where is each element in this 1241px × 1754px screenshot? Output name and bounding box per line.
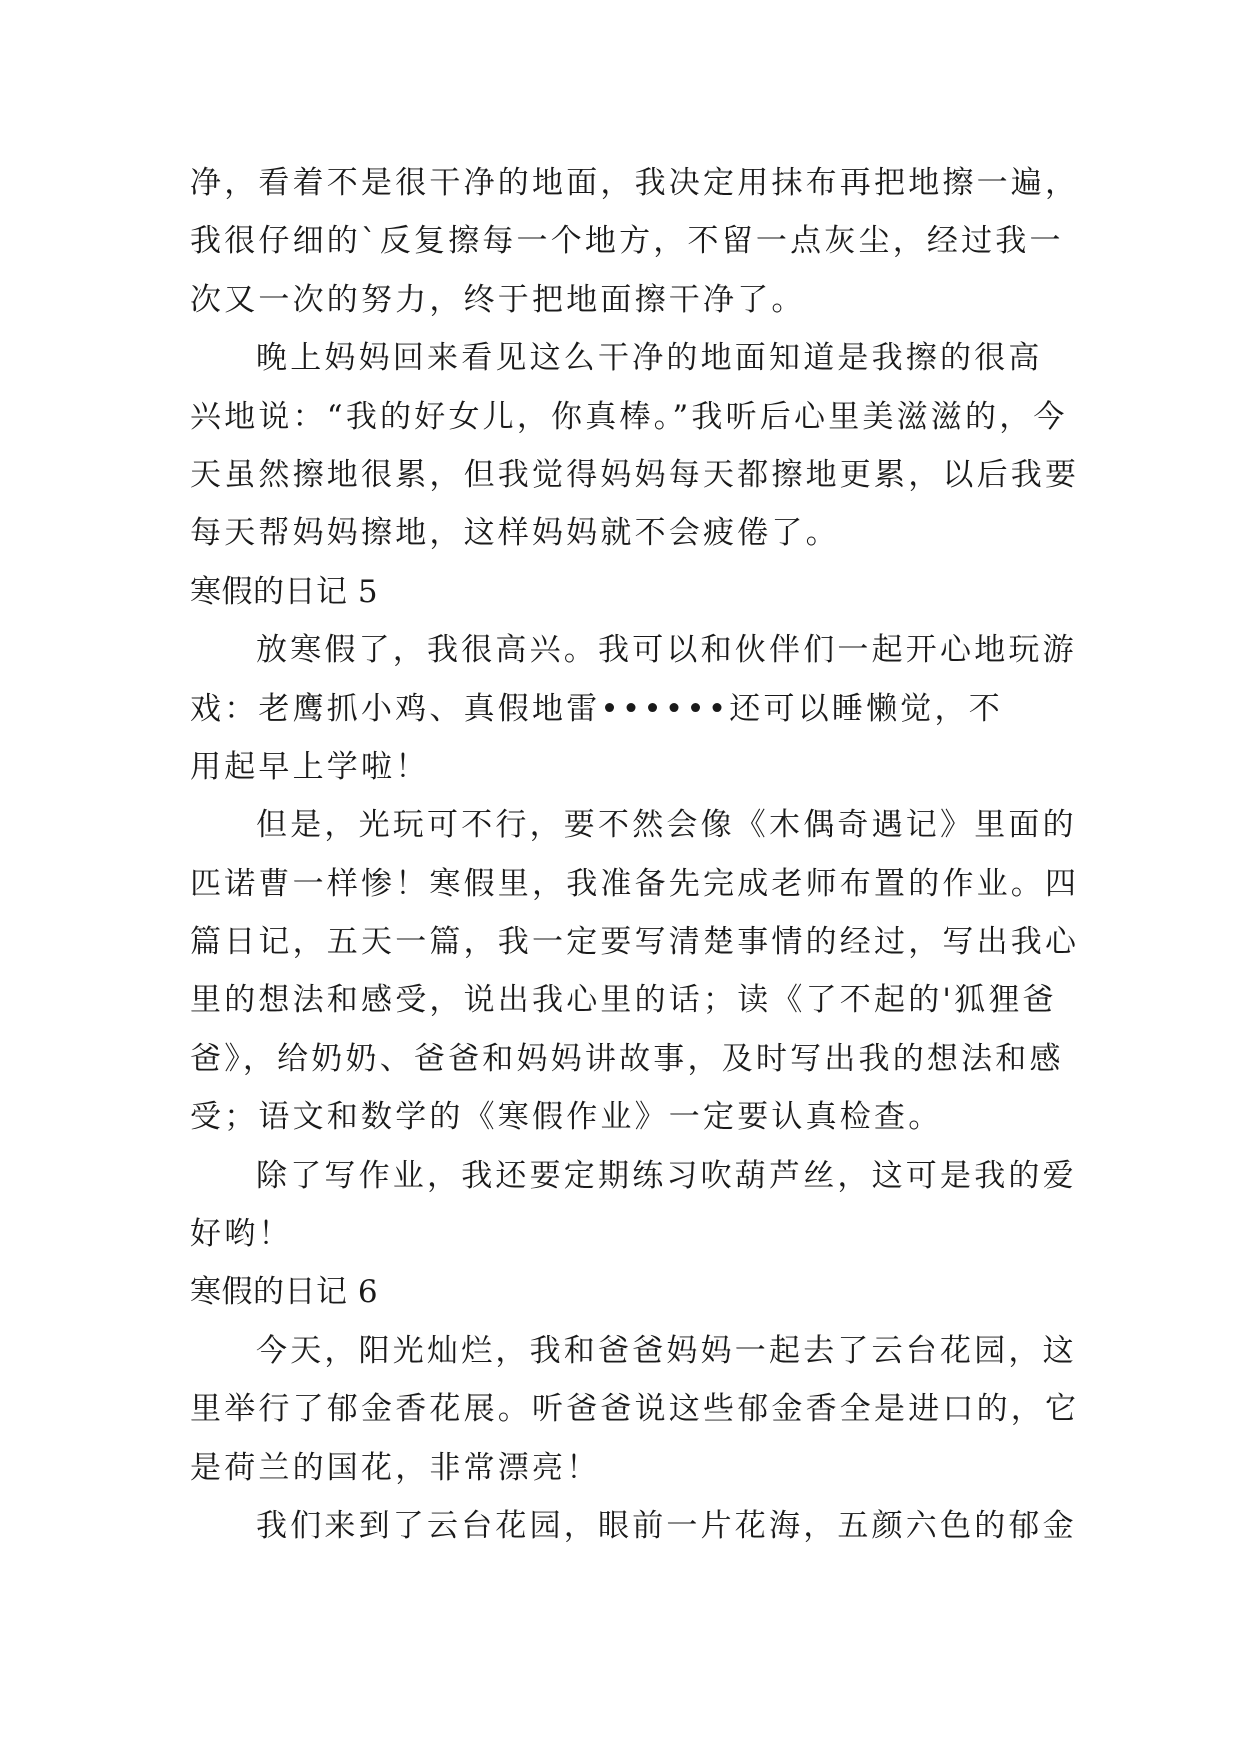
text-line: 篇日记，五天一篇，我一定要写清楚事情的经过，写出我心 <box>190 924 1080 961</box>
text-line: 天虽然擦地很累，但我觉得妈妈每天都擦地更累，以后我要 <box>190 456 1080 493</box>
paragraph-start-line: 除了写作业，我还要定期练习吹葫芦丝，这可是我的爱 <box>256 1157 1077 1194</box>
text-line: 净，看着不是很干净的地面，我决定用抹布再把地擦一遍， <box>190 165 1080 201</box>
text-line: 次又一次的努力，终于把地面擦干净了。 <box>190 281 806 318</box>
section-heading: 寒假的日记 5 <box>190 573 379 610</box>
section-heading: 寒假的日记 6 <box>190 1274 379 1311</box>
paragraph-start-line: 但是，光玩可不行，要不然会像《木偶奇遇记》里面的 <box>256 807 1077 844</box>
text-line: 里举行了郁金香花展。听爸爸说这些郁金香全是进口的，它 <box>190 1391 1080 1428</box>
paragraph-start-line: 晚上妈妈回来看见这么干净的地面知道是我擦的很高 <box>256 340 1043 377</box>
text-line: 戏：老鹰抓小鸡、真假地雷••••••还可以睡懒觉，不 <box>190 690 1003 727</box>
text-line: 每天帮妈妈擦地，这样妈妈就不会疲倦了。 <box>190 515 840 552</box>
text-line: 用起早上学啦！ <box>190 748 430 785</box>
text-line: 是荷兰的国花，非常漂亮！ <box>190 1449 601 1486</box>
text-line: 我很仔细的`反复擦每一个地方，不留一点灰尘，经过我一 <box>190 223 1064 260</box>
document-body <box>190 154 1080 1555</box>
paragraph-start-line: 今天，阳光灿烂，我和爸爸妈妈一起去了云台花园，这 <box>256 1332 1077 1369</box>
text-line: 匹诺曹一样惨！寒假里，我准备先完成老师布置的作业。四 <box>190 865 1080 902</box>
text-line: 兴地说：“我的好女儿，你真棒。”我听后心里美滋滋的，今 <box>190 398 1068 435</box>
text-line: 好哟！ <box>190 1216 293 1253</box>
paragraph-start-line: 我们来到了云台花园，眼前一片花海，五颜六色的郁金 <box>256 1507 1077 1544</box>
text-line: 受；语文和数学的《寒假作业》一定要认真检查。 <box>190 1099 943 1136</box>
text-line: 里的想法和感受，说出我心里的话；读《了不起的'狐狸爸 <box>190 982 1057 1019</box>
paragraph-start-line: 放寒假了，我很高兴。我可以和伙伴们一起开心地玩游 <box>256 632 1077 669</box>
text-line: 爸》，给奶奶、爸爸和妈妈讲故事，及时写出我的想法和感 <box>190 1040 1064 1077</box>
